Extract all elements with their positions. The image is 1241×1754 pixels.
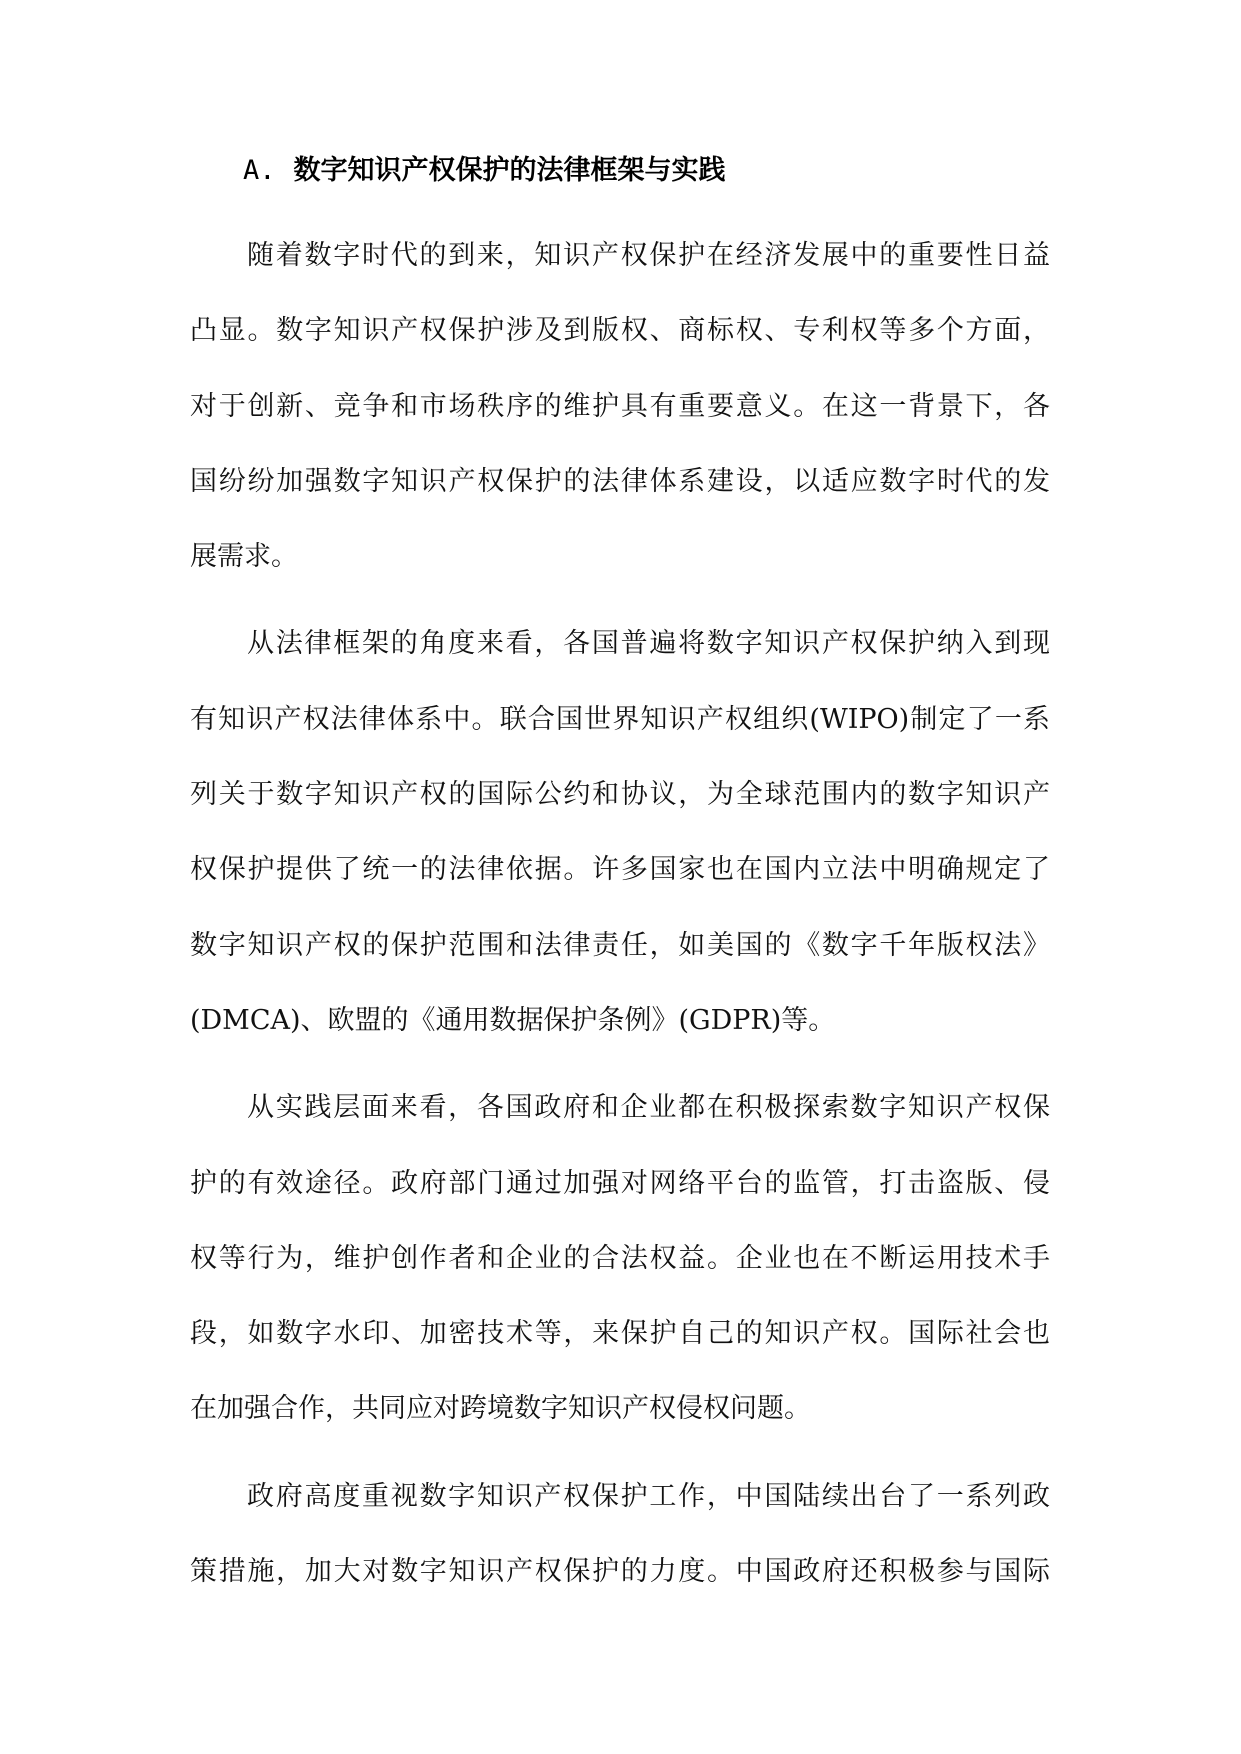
paragraph-line: 随着数字时代的到来，知识产权保护在经济发展中的重要性日益 xyxy=(247,240,1050,271)
paragraph-line: 展需求。 xyxy=(190,541,298,573)
section-heading xyxy=(190,142,1050,200)
paragraph-line: 权等行为，维护创作者和企业的合法权益。企业也在不断运用技术手 xyxy=(190,1242,1050,1274)
paragraph-line: 列关于数字知识产权的国际公约和协议，为全球范围内的数字知识产 xyxy=(190,779,1050,811)
paragraph-line: 在加强合作，共同应对跨境数字知识产权侵权问题。 xyxy=(190,1393,811,1425)
paragraph-4 xyxy=(190,1459,1050,1610)
paragraph-line: 对于创新、竞争和市场秩序的维护具有重要意义。在这一背景下，各 xyxy=(190,390,1050,422)
paragraph-line: 有知识产权法律体系中。联合国世界知识产权组织(WIPO)制定了一系 xyxy=(190,703,1050,735)
paragraph-line: 策措施，加大对数字知识产权保护的力度。中国政府还积极参与国际 xyxy=(190,1556,1050,1588)
document-body xyxy=(190,142,1050,1621)
paragraph-line: (DMCA)、欧盟的《通用数据保护条例》(GDPR)等。 xyxy=(190,1004,836,1036)
section-number: A. xyxy=(243,155,276,186)
paragraph-line: 数字知识产权的保护范围和法律责任，如美国的《数字千年版权法》 xyxy=(190,929,1050,961)
paragraph-3 xyxy=(190,1070,1050,1446)
paragraph-line: 段，如数字水印、加密技术等，来保护自己的知识产权。国际社会也 xyxy=(190,1318,1050,1350)
paragraph-line: 凸显。数字知识产权保护涉及到版权、商标权、专利权等多个方面， xyxy=(190,315,1050,347)
paragraph-line: 从法律框架的角度来看，各国普遍将数字知识产权保护纳入到现 xyxy=(247,628,1050,660)
paragraph-2 xyxy=(190,606,1050,1058)
paragraph-line: 从实践层面来看，各国政府和企业都在积极探索数字知识产权保 xyxy=(247,1092,1050,1124)
section-title: 数字知识产权保护的法律框架与实践 xyxy=(293,155,726,186)
paragraph-line: 护的有效途径。政府部门通过加强对网络平台的监管，打击盗版、侵 xyxy=(190,1167,1050,1199)
paragraph-line: 政府高度重视数字知识产权保护工作，中国陆续出台了一系列政 xyxy=(247,1480,1050,1512)
paragraph-line: 权保护提供了统一的法律依据。许多国家也在国内立法中明确规定了 xyxy=(190,854,1050,886)
paragraph-1 xyxy=(190,218,1050,594)
paragraph-line: 国纷纷加强数字知识产权保护的法律体系建设，以适应数字时代的发 xyxy=(190,465,1050,497)
